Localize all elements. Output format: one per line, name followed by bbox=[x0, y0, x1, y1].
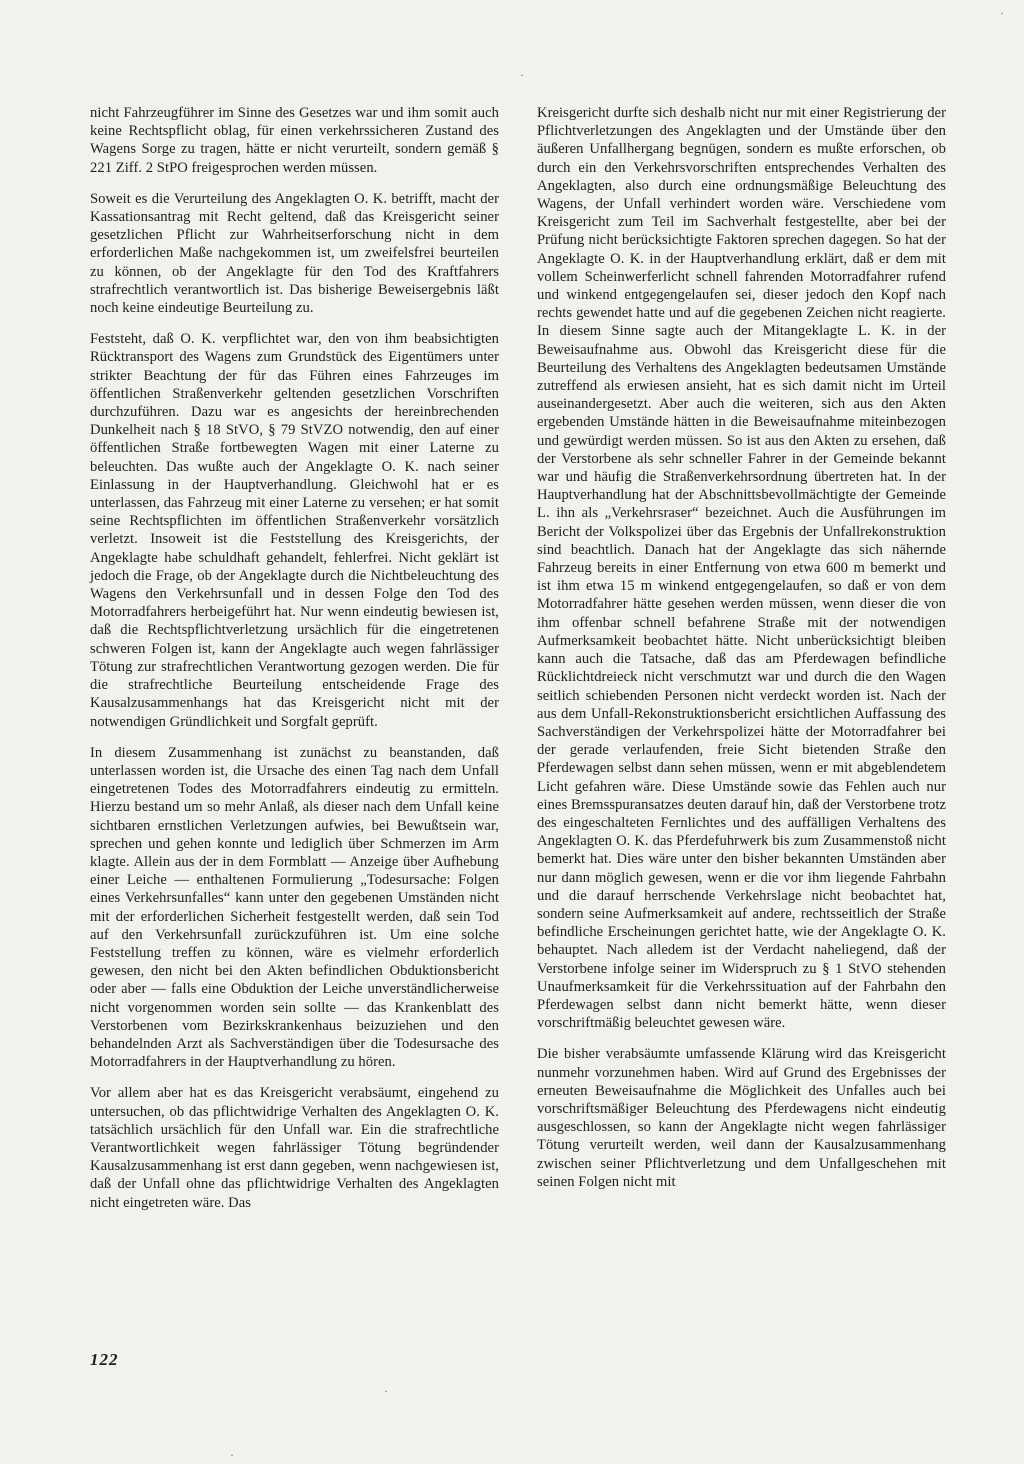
paragraph: Feststeht, daß O. K. verpflichtet war, den von ihm beabsichtigten Rücktransport des Wagens zum Grundstück des Eigentümers unter strikter Beachtung der für das Führen eines Fahrzeuges im öffentlichen Straßenverkehr geltenden gesetzlichen Vorschriften durchzuführen. Dazu war es angesichts der hereinbrechenden Dunkelheit nach § 18 StVO, § 79 StVZO notwendig, den auf einer öffentlichen Straße fortbewegten Wagen mit einer Laterne zu beleuchten. Das wußte auch der Angeklagte O. K. nach seiner Einlassung in der Hauptverhandlung. Gleichwohl hat er es unterlassen, das Fahrzeug mit einer Laterne zu versehen; er hat somit seine Rechtspflichten im öffentlichen Straßenverkehr vorsätzlich verletzt. Insoweit ist die Feststellung des Kreisgerichts, der Angeklagte habe schuldhaft gehandelt, fehlerfrei. Nicht geklärt ist jedoch die Frage, ob der Angeklagte durch die Nichtbeleuchtung des Wagens den Verkehrsunfall und in dessen Folge den Tod des Motorradfahrers herbeigeführt hat. Nur wenn eindeutig bewiesen ist, daß die Rechtspflichtverletzung ursächlich für die eingetretenen schweren Folgen ist, kann der Angeklagte auch wegen fahrlässiger Tötung zur strafrechtlichen Verantwortung gezogen werden. Die für die strafrechtliche Beurteilung entscheidende Frage des Kausalzusammenhangs hat das Kreisgericht nicht mit der notwendigen Gründlichkeit und Sorgfalt geprüft. bbox=[90, 331, 499, 730]
scan-speck-mark: · bbox=[1000, 6, 1004, 20]
paragraph: Vor allem aber hat es das Kreisgericht verabsäumt, eingehend zu untersuchen, ob das pflichtwidrige Verhalten des Angeklagten O. K. tatsächlich ursächlich für den Unfall war. Ein die strafrechtliche Verantwortlichkeit wegen fahrlässiger Tötung begründender Kausalzusammenhang ist erst dann gegeben, wenn nachgewiesen ist, daß der Unfall ohne das pflichtwidrige Verhalten des Angeklagten nicht eingetreten wäre. Das bbox=[90, 1085, 499, 1211]
scan-speck-mark: · bbox=[520, 68, 524, 82]
paragraph: Kreisgericht durfte sich deshalb nicht nur mit einer Registrierung der Pflichtverletzungen des Angeklagten und der Umstände über den äußeren Unfallhergang begnügen, sondern es mußte erforschen, ob durch ein den Verkehrsvorschriften entsprechendes Verhalten des Angeklagten, also durch eine ordnungsmäßige Beleuchtung des Wagens, der Unfall verhindert worden wäre. Verschiedene vom Kreisgericht zum Teil im Sachverhalt festgestellte, aber bei der Prüfung nicht berücksichtigte Faktoren sprechen dagegen. So hat der Angeklagte O. K. in der Hauptverhandlung erklärt, daß er dem mit vollem Scheinwerferlicht schnell fahrenden Motorradfahrer rufend und winkend entgegengelaufen sei, dieser jedoch den Kopf nach rechts gewendet hatte und auf die gegebenen Zeichen nicht reagierte. In diesem Sinne sagte auch der Mitangeklagte L. K. in der Beweisaufnahme aus. Obwohl das Kreisgericht diese für die Beurteilung des Verhaltens des Angeklagten bedeutsamen Umstände zutreffend als erwiesen ansieht, hat es sich damit nicht im Urteil auseinandergesetzt. Aber auch die weiteren, sich aus den Akten ergebenden Umstände hätten in die Beweisaufnahme miteinbezogen und gewürdigt werden müssen. So ist aus den Akten zu ersehen, daß der Verstorbene als sehr schneller Fahrer in der Gemeinde bekannt war und häufig die Straßenverkehrsordnung übertreten hat. In der Hauptverhandlung hat der Abschnittsbevollmächtigte der Gemeinde L. ihn als „Verkehrsraser“ bezeichnet. Auch die Ausführungen im Bericht der Volkspolizei über das Ergebnis der Unfallrekonstruktion sind beachtlich. Danach hat der Angeklagte das sich nähernde Fahrzeug bereits in einer Entfernung von etwa 600 m bemerkt und ist ihm etwa 15 m winkend entgegengelaufen, so daß er von dem Motorradfahrer hätte gesehen werden müssen, wenn dieser die von ihm offenbar schnell befahrene Straße mit der notwendigen Aufmerksamkeit beobachtet hätte. Nicht unberücksichtigt bleiben kann auch die Tatsache, daß das am Pferdewagen befindliche Rücklichtdreieck nicht verschmutzt war und durch die den Wagen seitlich schiebenden Personen nicht verdeckt worden ist. Nach der aus dem Unfall-Rekonstruktionsbericht ersichtlichen Auffassung des Sachverständigen der Verkehrspolizei hätte der Motorradfahrer bei der gerade verlaufenden, freie Sicht bietenden Straße den Pferdewagen selbst dann sehen müssen, wenn er mit abgeblendetem Licht gefahren wäre. Diese Umstände sowie das Fehlen auch nur eines Bremsspuransatzes deuten darauf hin, daß der Verstorbene trotz des eingeschalteten Fernlichtes und des auffälligen Verhaltens des Angeklagten O. K. das Pferdefuhrwerk bis zum Zusammenstoß nicht bemerkt hat. Dies wäre unter den bisher bekannten Umständen aber nur dann möglich gewesen, wenn er die vor ihm liegende Fahrbahn und die darauf herrschende Verkehrslage nicht beobachtet hat, sondern seine Aufmerksamkeit auf andere, rechtsseitlich der Straße befindliche Erscheinungen gerichtet hatte, wie der Angeklagte O. K. behauptet. Nach alledem ist der Verdacht naheliegend, daß der Verstorbene infolge seiner im Widerspruch zu § 1 StVO stehenden Unaufmerksamkeit für die Verkehrssituation auf der Fahrbahn den Pferdewagen selbst dann nicht bemerkt hätte, wenn dieser vorschriftmäßig beleuchtet gewesen wäre. bbox=[537, 105, 946, 1032]
left-column bbox=[90, 104, 499, 1225]
right-column bbox=[537, 104, 946, 1204]
scan-speck-mark: · bbox=[384, 1384, 388, 1398]
paragraph: Die bisher verabsäumte umfassende Klärung wird das Kreisgericht nunmehr vorzunehmen haben. Wird auf Grund des Ergebnisses der erneuten Beweisaufnahme die Möglichkeit des Unfalles auch bei vorschriftsmäßiger Beleuchtung des Pferdewagens nicht eindeutig ausgeschlossen, so kann der Angeklagte nicht wegen fahrlässiger Tötung verurteilt werden, weil dann der Kausalzusammenhang zwischen seiner Pflichtverletzung und dem Unfallgeschehen mit seinen Folgen nicht mit bbox=[537, 1046, 946, 1190]
scan-speck-mark: · bbox=[230, 1448, 234, 1462]
paragraph: Soweit es die Verurteilung des Angeklagten O. K. betrifft, macht der Kassationsantrag mit Recht geltend, daß das Kreisgericht seiner gesetzlichen Pflicht zur Wahrheitserforschung nicht in dem erforderlichen Maße nachgekommen ist, um zweifelsfrei beurteilen zu können, ob der Angeklagte für den Tod des Kraftfahrers strafrechtlich verantwortlich ist. Das bisherige Beweisergebnis läßt noch keine eindeutige Beurteilung zu. bbox=[90, 190, 499, 317]
paragraph: nicht Fahrzeugführer im Sinne des Gesetzes war und ihm somit auch keine Rechtspflicht oblag, für einen verkehrssicheren Zustand des Wagens Sorge zu tragen, hätte er nicht verurteilt, sondern gemäß § 221 Ziff. 2 StPO freigesprochen werden müssen. bbox=[90, 105, 499, 176]
page-number: 122 bbox=[90, 1350, 119, 1369]
paragraph: In diesem Zusammenhang ist zunächst zu beanstanden, daß unterlassen worden ist, die Ursache des einen Tag nach dem Unfall eingetretenen Todes des Motorradfahrers eindeutig zu ermitteln. Hierzu bestand um so mehr Anlaß, als dieser nach dem Unfall keine sichtbaren ernstlichen Verletzungen aufwies, bei Bewußtsein war, sprechen und gehen konnte und lediglich über Schmerzen im Arm klagte. Allein aus der in dem Formblatt — Anzeige über Aufhebung einer Leiche — enthaltenen Formulierung „Todesursache: Folgen eines Verkehrsunfalles“ kann unter den gegebenen Umständen nicht mit der erforderlichen Sicherheit festgestellt werden, daß sein Tod auf den Verkehrsunfall zurückzuführen ist. Um eine solche Feststellung treffen zu können, wäre es vielmehr erforderlich gewesen, den nicht bei den Akten befindlichen Obduktionsbericht oder aber — falls eine Obduktion der Leiche unverständlicherweise nicht vorgenommen worden sein sollte — das Krankenblatt des Verstorbenen vom Bezirkskrankenhaus beizuziehen und den behandelnden Arzt als Sachverständigen über die Todesursache des Motorradfahrers in der Hauptverhandlung zu hören. bbox=[90, 744, 499, 1071]
